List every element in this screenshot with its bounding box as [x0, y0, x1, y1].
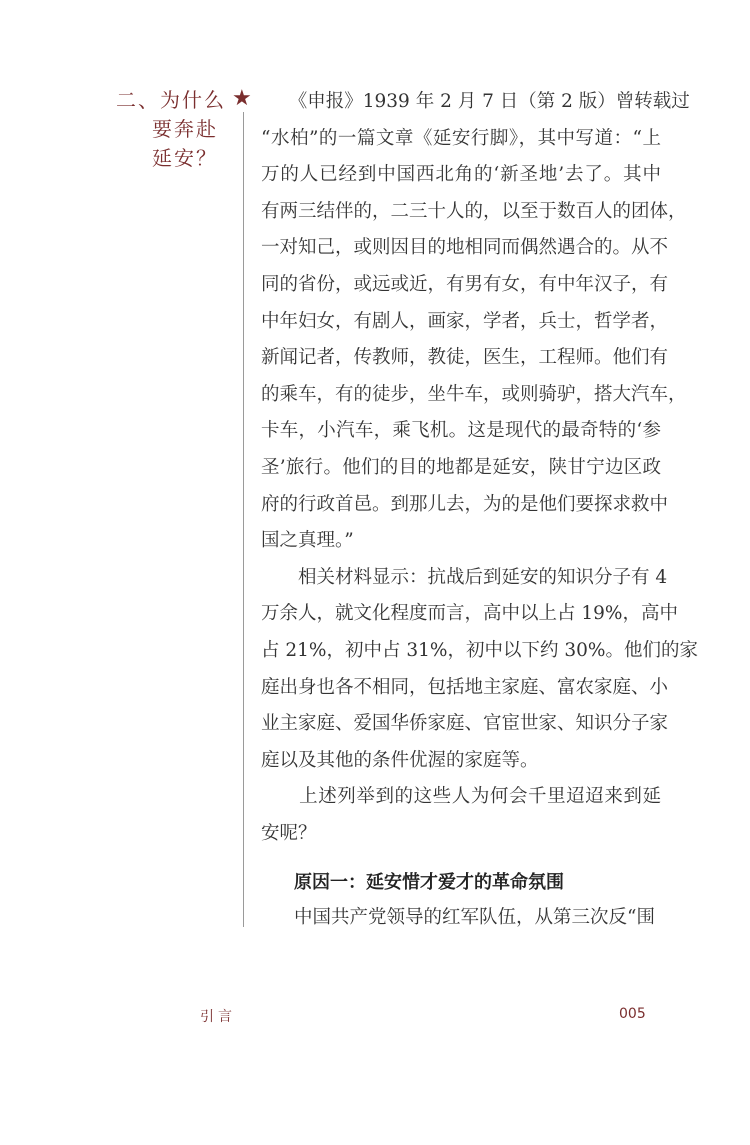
text-line: 上述列举到的这些人为何会千里迢迢来到延	[261, 786, 661, 808]
text-line: 庭以及其他的条件优渥的家庭等。	[261, 749, 539, 771]
section-title-line-3: 延安？	[152, 146, 218, 170]
body-text	[261, 84, 699, 852]
text-line: 国之真理。”	[261, 530, 354, 552]
text-line: 占 21%，初中占 31%，初中以下约 30%。他们的家	[261, 639, 699, 661]
section-title-line-1: 二、为什么	[116, 88, 226, 112]
text-line: 新闻记者，传教师，教徒，医生，工程师。他们有	[261, 347, 669, 369]
paragraph-2	[261, 560, 699, 780]
section-title	[116, 86, 226, 173]
footer-chapter-label: 引言	[200, 1009, 236, 1025]
text-line: 业主家庭、爱国华侨家庭、官宦世家、知识分子家	[261, 713, 669, 735]
text-line: 同的省份，或远或近，有男有女，有中年汉子，有	[261, 273, 669, 295]
text-line: 府的行政首邑。到那儿去，为的是他们要探求救中	[261, 493, 669, 515]
paragraph-1	[261, 84, 690, 560]
section-title-line-2: 要奔赴	[152, 117, 218, 141]
text-line: 万余人，就文化程度而言，高中以上占 19%，高中	[261, 603, 679, 625]
star-icon: ★	[232, 86, 252, 111]
text-line: 圣’旅行。他们的目的地都是延安，陕甘宁边区政	[261, 456, 661, 478]
page-number: 005	[619, 1006, 646, 1022]
text-line: 万的人已经到中国西北角的‘新圣地’去了。其中	[261, 164, 661, 186]
text-line: 的乘车，有的徒步，坐牛车，或则骑驴，搭大汽车，	[261, 383, 687, 405]
text-line: 相关材料显示：抗战后到延安的知识分子有 4	[261, 566, 668, 588]
text-line: 安呢？	[261, 822, 317, 844]
text-line: 《申报》1939 年 2 月 7 日（第 2 版）曾转载过	[261, 91, 690, 112]
subsection-heading: 原因一：延安惜才爱才的革命氛围	[294, 872, 564, 893]
text-line: 中年妇女，有剧人，画家，学者，兵士，哲学者，	[261, 310, 669, 332]
text-line: “水柏”的一篇文章《延安行脚》，其中写道：“上	[261, 127, 661, 149]
text-line: 庭出身也各不相同，包括地主家庭、富农家庭、小	[261, 676, 669, 698]
paragraph-3	[261, 779, 661, 852]
text-line: 卡车，小汽车，乘飞机。这是现代的最奇特的‘参	[261, 420, 661, 442]
text-line: 一对知己，或则因目的地相同而偶然遇合的。从不	[261, 237, 669, 259]
vertical-divider	[243, 112, 244, 927]
subsection-first-line: 中国共产党领导的红军队伍，从第三次反“围	[294, 907, 655, 928]
text-line: 有两三结伴的，二三十人的，以至于数百人的团体，	[261, 200, 687, 222]
